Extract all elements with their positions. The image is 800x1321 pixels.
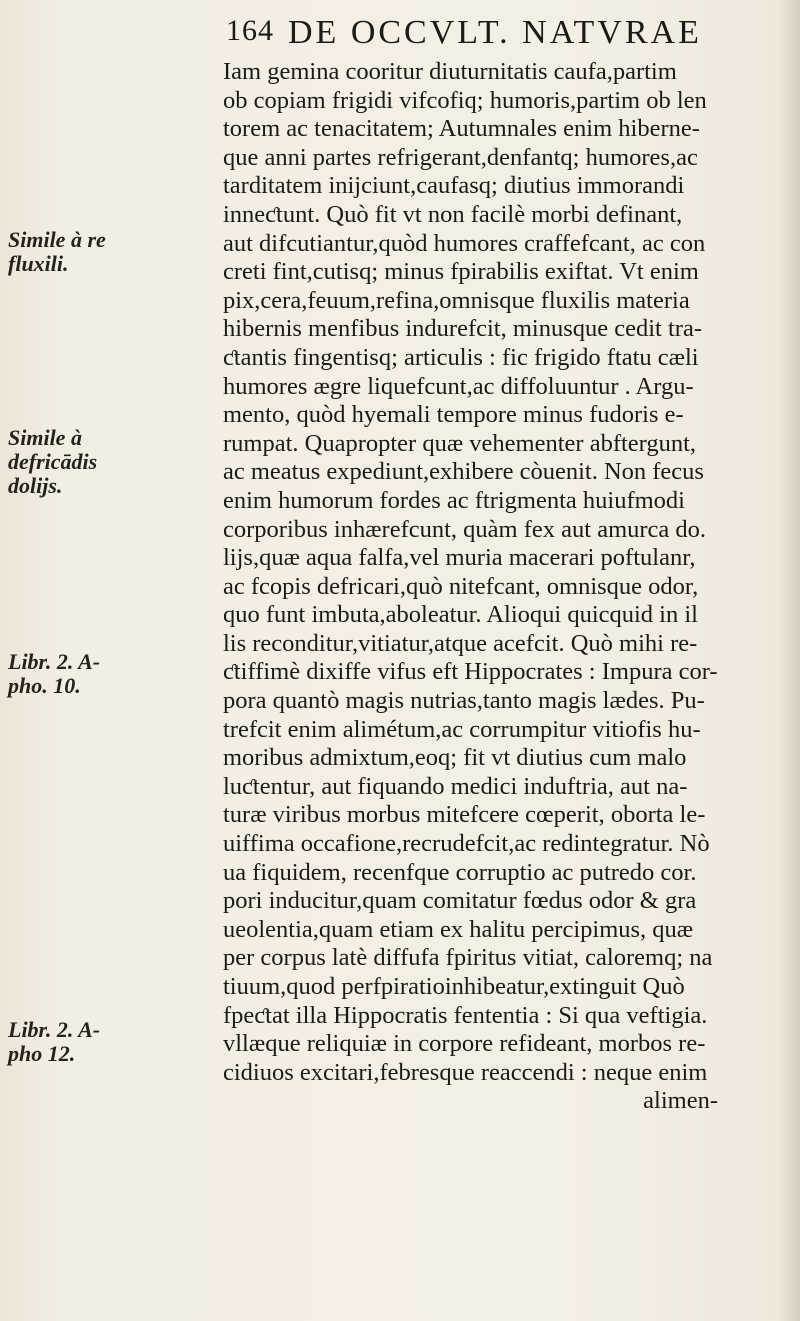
body-text (223, 58, 788, 1116)
margin-note-line: pho 12. (8, 1041, 76, 1066)
margin-note-libr-2-apho-12 (8, 1018, 223, 1066)
text-line: lijs,quæ aqua falfa,vel muria macerari poftulanr, (223, 544, 696, 572)
text-line: rumpat. Quapropter quæ vehementer abftergunt, (223, 429, 697, 457)
text-line: pori inducitur,quam comitatur fœdus odor & gra (223, 887, 697, 915)
text-line: hibernis menfibus indurefcit, minusque cedit tra- (223, 315, 702, 343)
margin-note-line: Libr. 2. A- (8, 1017, 101, 1042)
page-header (226, 14, 786, 60)
text-line: vllæque reliquiæ in corpore refideant, morbos re- (223, 1030, 706, 1058)
text-line: moribus admixtum,eoq; fit vt diutius cum malo (223, 744, 687, 772)
running-head: DE OCCVLT. NATVRAE (288, 14, 702, 51)
text-line: corporibus inhærefcunt, quàm fex aut amurca do. (223, 515, 707, 543)
text-line: trefcit enim alimétum,ac corrumpitur vitiofis hu- (223, 715, 701, 743)
margin-note-line: Simile à re (8, 227, 106, 252)
text-line: ac fcopis defricari,quò nitefcant, omnisque odor, (223, 572, 699, 600)
text-line: quo funt imbuta,aboleatur. Alioqui quicquid in il (223, 601, 698, 629)
text-line: ueolentia,quam etiam ex halitu percipimus, quæ (223, 915, 694, 943)
margin-note-line: defricādis (8, 449, 98, 474)
text-line: tarditatem inijciunt,caufasq; diutius immorandi (223, 172, 685, 200)
margin-note-line: dolijs. (8, 473, 63, 498)
margin-note-line: Libr. 2. A- (8, 649, 101, 674)
text-line: ƈtiffimè dixiffe vifus eft Hippocrates : Impura cor- (223, 658, 718, 686)
text-line: lis reconditur,vitiatur,atque acefcit. Quò mihi re- (223, 629, 698, 657)
text-line: alimen- (643, 1087, 718, 1115)
text-line: luƈtentur, aut fiquando medici induftria, aut na- (223, 772, 688, 800)
text-line: pora quantò magis nutrias,tanto magis lædes. Pu- (223, 687, 705, 715)
margin-note-libr-2-apho-10 (8, 650, 223, 698)
text-line: fpeƈtat illa Hippocratis fententia : Si qua veftigia. (223, 1001, 708, 1029)
text-line: humores ægre liquefcunt,ac diffoluuntur . Argu- (223, 372, 694, 400)
text-line: ac meatus expediunt,exhibere còuenit. Non fecus (223, 458, 704, 486)
text-line: tiuum,quod perfpiratioinhibeatur,extinguit Quò (223, 973, 685, 1000)
text-line: ƈtantis fingentisq; articulis : fic frigido ftatu cæli (223, 343, 699, 371)
page-number: 164 (226, 14, 274, 47)
text-line: ob copiam frigidi vifcofiq; humoris,partim ob len (223, 86, 707, 114)
text-line: uiffima occafione,recrudefcit,ac redintegratur. Nò (223, 830, 710, 858)
text-line: Iam gemina cooritur diuturnitatis caufa,partim (223, 58, 677, 85)
text-line: turæ viribus morbus mitefcere cœperit, oborta le- (223, 801, 706, 829)
text-line: aut difcutiantur,quòd humores craffefcant, ac con (223, 229, 706, 257)
margin-note-line: pho. 10. (8, 673, 81, 698)
text-line: que anni partes refrigerant,denfantq; humores,ac (223, 143, 698, 171)
text-line: per corpus latè diffufa fpiritus vitiat, caloremq; na (223, 944, 713, 972)
text-line: creti fint,cutisq; minus fpirabilis exiftat. Vt enim (223, 258, 699, 286)
text-line: ua fiquidem, recenfque corruptio ac putredo cor. (223, 858, 697, 886)
margin-note-simile-fluxili (8, 228, 223, 276)
text-line: enim humorum fordes ac ftrigmenta huiufmodi (223, 486, 685, 514)
text-line: mento, quòd hyemali tempore minus fudoris e- (223, 401, 684, 429)
margin-note-simile-defricandis (8, 426, 223, 498)
text-line: inneƈtunt. Quò fit vt non facilè morbi definant, (223, 200, 683, 228)
text-line: pix,cera,feuum,refina,omnisque fluxilis materia (223, 286, 690, 314)
text-line: torem ac tenacitatem; Autumnales enim hiberne- (223, 115, 700, 143)
margin-note-line: fluxili. (8, 251, 69, 276)
margin-note-line: Simile à (8, 425, 82, 450)
text-line: cidiuos excitari,febresque reaccendi : neque enim (223, 1058, 708, 1086)
